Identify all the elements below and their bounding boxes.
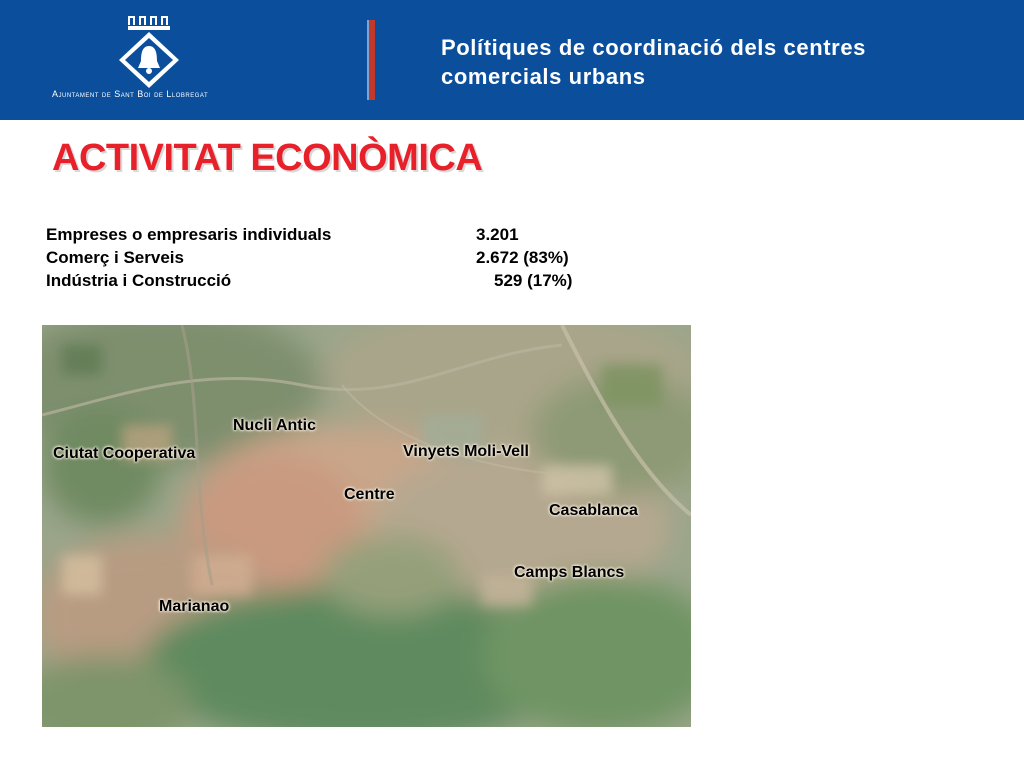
map-label-vinyets-moli-vell: Vinyets Moli-Vell [403, 443, 529, 460]
header-bar [0, 0, 1024, 120]
page-title: ACTIVITAT ECONÒMICA [52, 137, 483, 179]
logo-caption: Ajuntament de Sant Boi de Llobregat [52, 89, 209, 99]
map-label-ciutat-cooperativa: Ciutat Cooperativa [53, 445, 196, 462]
stat-value: 2.672 (83%) [476, 248, 569, 267]
stat-row-empreses [46, 225, 646, 248]
bell-shield-icon [117, 30, 181, 90]
map-label-casablanca: Casablanca [549, 502, 638, 519]
stat-label: Indústria i Construcció [46, 271, 232, 290]
header-title-line2: comercials urbans [441, 64, 646, 89]
stats-table [46, 225, 646, 294]
aerial-photo [42, 325, 691, 727]
aerial-map [42, 325, 691, 727]
map-label-centre: Centre [344, 486, 395, 503]
header-title [441, 33, 1001, 91]
stat-label: Comerç i Serveis [46, 248, 184, 267]
stat-value: 3.201 [476, 225, 519, 244]
stat-row-industria [46, 271, 646, 294]
crown-icon [128, 16, 170, 30]
header-title-line1: Polítiques de coordinació dels centres [441, 35, 867, 60]
map-label-camps-blancs: Camps Blancs [514, 564, 625, 581]
stat-label: Empreses o empresaris individuals [46, 225, 332, 244]
map-label-nucli-antic: Nucli Antic [233, 417, 316, 434]
map-label-marianao: Marianao [159, 598, 230, 615]
stat-value: 529 (17%) [494, 271, 573, 290]
stat-row-comerc [46, 248, 646, 271]
header-divider [367, 20, 375, 100]
